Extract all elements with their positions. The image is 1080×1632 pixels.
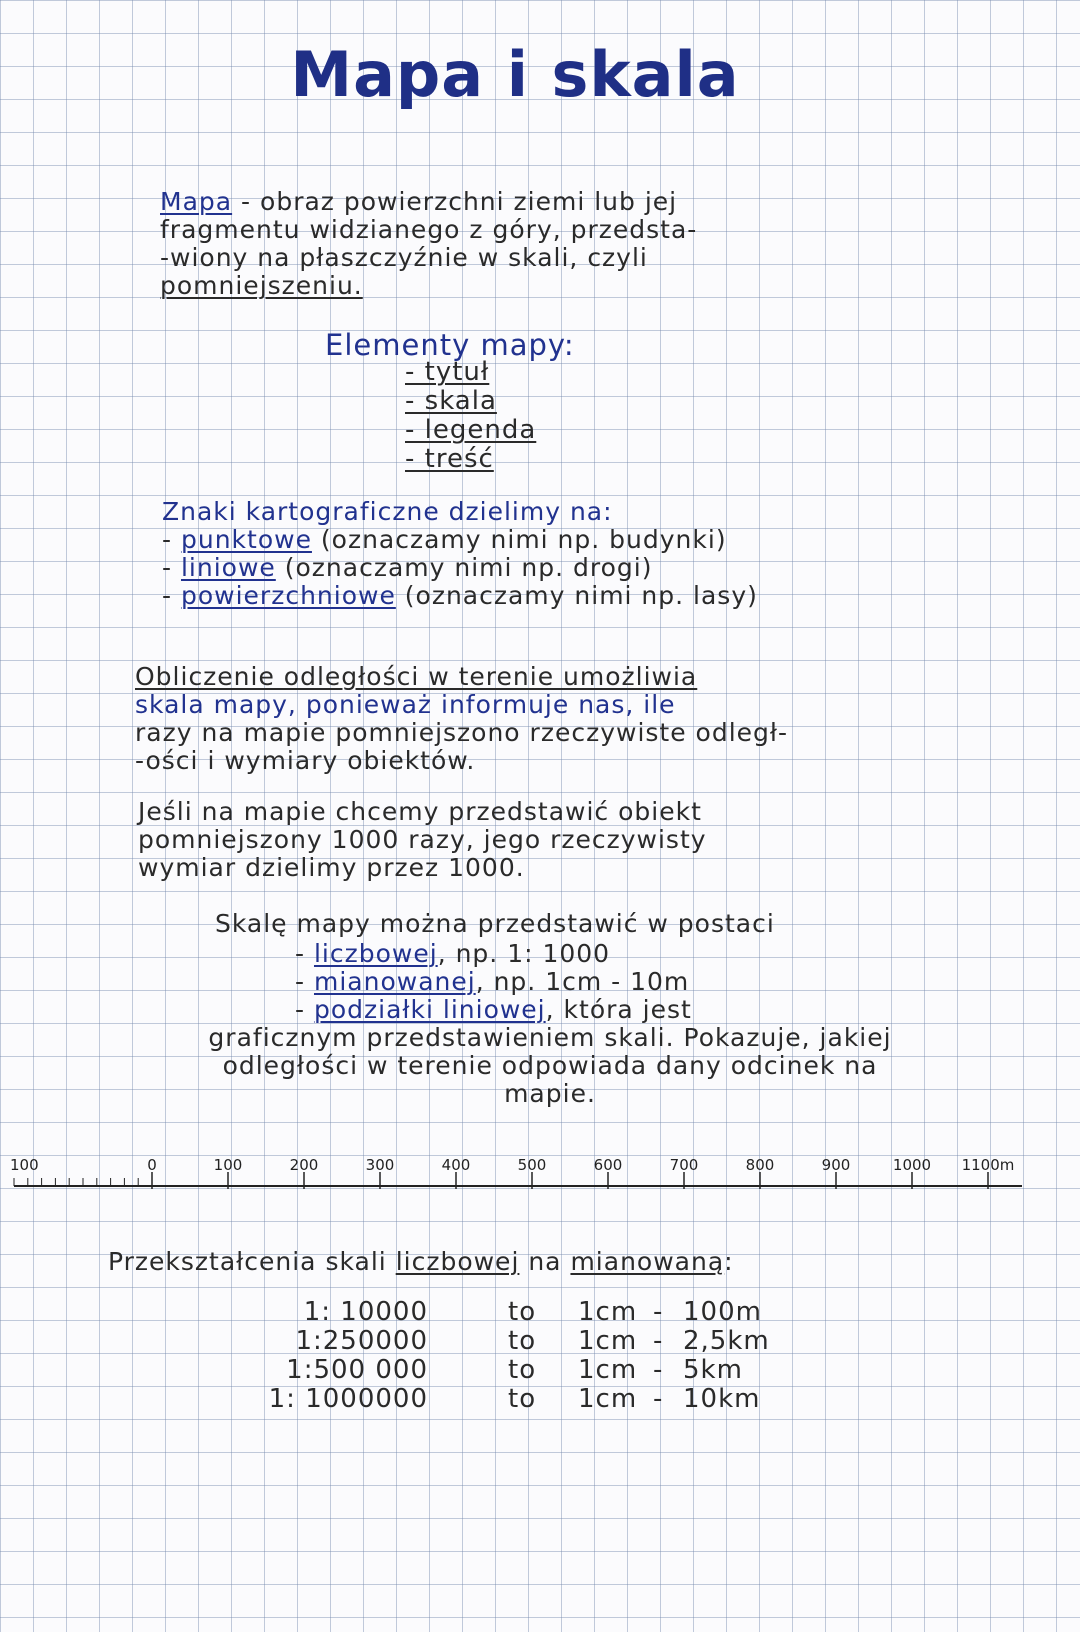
distance-line-4: -ości i wymiary obiektów.: [135, 746, 476, 775]
distance-line-2: skala mapy, ponieważ informuje nas, ile: [135, 690, 676, 719]
signs-item-name: powierzchniowe: [180, 581, 396, 610]
ratio-cell: 1:250000: [295, 1326, 428, 1356]
page-title: Mapa i skala: [290, 38, 740, 111]
scale-form-item: - mianowanej, np. 1cm - 10m: [295, 967, 690, 996]
real-cell: 100m: [683, 1297, 762, 1327]
to-cell: to: [508, 1326, 537, 1356]
definition-line-1: [160, 188, 697, 216]
ratio-cell: 1:500 000: [286, 1355, 428, 1385]
scale-form-rest: , np. 1: 1000: [437, 939, 611, 968]
reduction-line-1: Jeśli na mapie chcemy przedstawić obiekt: [138, 797, 702, 826]
scale-left-label: 100: [10, 1156, 39, 1174]
definition-block: [160, 188, 697, 300]
dash-cell: -: [653, 1297, 664, 1327]
scale-form-item: - podziałki liniowej, która jest: [295, 995, 692, 1024]
signs-item-name: punktowe: [180, 525, 312, 554]
signs-item: - powierzchniowe (oznaczamy nimi np. lasy): [162, 581, 758, 610]
signs-item-note: (oznaczamy nimi np. lasy): [404, 581, 758, 610]
scale-forms-list: [295, 940, 692, 1024]
scale-label: 500: [517, 1156, 547, 1174]
cm-cell: 1cm: [578, 1355, 638, 1385]
scale-labels: [147, 1156, 1014, 1174]
scale-form-rest: , która jest: [545, 995, 692, 1024]
list-item: - legenda: [405, 415, 537, 445]
scale-label: 600: [593, 1156, 623, 1174]
scale-label: 700: [669, 1156, 699, 1174]
table-row: [178, 1298, 770, 1327]
dash-cell: -: [653, 1355, 664, 1385]
scale-form-item: - liczbowej, np. 1: 1000: [295, 939, 611, 968]
real-cell: 2,5km: [683, 1326, 770, 1356]
scale-label: 200: [289, 1156, 319, 1174]
scale-forms-intro: Skalę mapy można przedstawić w postaci: [215, 909, 775, 938]
real-cell: 10km: [683, 1384, 761, 1414]
continuation-line-3: mapie.: [504, 1079, 596, 1108]
scale-label: 0: [147, 1156, 157, 1174]
conversion-table: [178, 1298, 770, 1414]
to-cell: to: [508, 1297, 537, 1327]
linear-scale-bar: [0, 1150, 1080, 1210]
dash-cell: -: [653, 1384, 664, 1414]
reduction-line-2: pomniejszony 1000 razy, jego rzeczywisty: [138, 825, 707, 854]
real-cell: 5km: [683, 1355, 743, 1385]
signs-intro: Znaki kartograficzne dzielimy na:: [162, 497, 613, 526]
conversion-heading: Przekształcenia skali liczbowej na mianowaną:: [108, 1247, 734, 1276]
list-item: - skala: [405, 386, 497, 416]
scale-label: 1000: [892, 1156, 932, 1174]
dash-cell: -: [653, 1326, 664, 1356]
scale-form-rest: , np. 1cm - 10m: [475, 967, 690, 996]
distance-line-3: razy na mapie pomniejszono rzeczywiste odległ-: [135, 718, 789, 747]
table-row: [178, 1385, 770, 1414]
definition-dash: -: [241, 187, 252, 216]
scale-label: 900: [821, 1156, 851, 1174]
reduction-paragraph: [138, 798, 707, 882]
distance-paragraph: [135, 663, 788, 775]
definition-line-4: pomniejszeniu.: [160, 271, 363, 300]
scale-forms-continuation: [110, 1024, 990, 1108]
signs-item: - punktowe (oznaczamy nimi np. budynki): [162, 525, 727, 554]
to-cell: to: [508, 1355, 537, 1385]
signs-item-note: (oznaczamy nimi np. drogi): [284, 553, 653, 582]
ratio-cell: 1: 10000: [303, 1297, 428, 1327]
list-item: - tytuł: [405, 357, 490, 387]
cm-cell: 1cm: [578, 1384, 638, 1414]
scale-form-name: liczbowej: [313, 939, 438, 968]
elements-list: [405, 358, 536, 474]
scale-label: 1100m: [961, 1156, 1015, 1174]
cm-cell: 1cm: [578, 1326, 638, 1356]
ratio-cell: 1: 1000000: [268, 1384, 428, 1414]
definition-text: obraz powierzchni ziemi lub jej: [260, 187, 678, 216]
to-cell: to: [508, 1384, 537, 1414]
scale-label: 400: [441, 1156, 471, 1174]
continuation-line-1: graficznym przedstawieniem skali. Pokazuje, jakiej: [208, 1023, 892, 1052]
definition-line-3: -wiony na płaszczyźnie w skali, czyli: [160, 243, 648, 272]
signs-block: [162, 498, 758, 610]
continuation-line-2: odległości w terenie odpowiada dany odcinek na: [222, 1051, 878, 1080]
definition-term: Mapa: [160, 187, 233, 216]
reduction-line-3: wymiar dzielimy przez 1000.: [138, 853, 525, 882]
scale-form-name: mianowanej: [313, 967, 476, 996]
signs-item-name: liniowe: [180, 553, 276, 582]
table-row: [178, 1327, 770, 1356]
elements-heading: Elementy mapy:: [325, 328, 575, 362]
scale-label: 300: [365, 1156, 395, 1174]
scale-minor-ticks: [14, 1178, 138, 1186]
definition-line-2: fragmentu widzianego z góry, przedsta-: [160, 215, 698, 244]
scale-label: 800: [745, 1156, 775, 1174]
list-item: - treść: [405, 444, 494, 474]
table-row: [178, 1356, 770, 1385]
signs-item-note: (oznaczamy nimi np. budynki): [320, 525, 727, 554]
cm-cell: 1cm: [578, 1297, 638, 1327]
signs-item: - liniowe (oznaczamy nimi np. drogi): [162, 553, 653, 582]
scale-label: 100: [213, 1156, 243, 1174]
scale-form-name: podziałki liniowej: [313, 995, 546, 1024]
distance-line-1: Obliczenie odległości w terenie umożliwia: [135, 662, 698, 691]
